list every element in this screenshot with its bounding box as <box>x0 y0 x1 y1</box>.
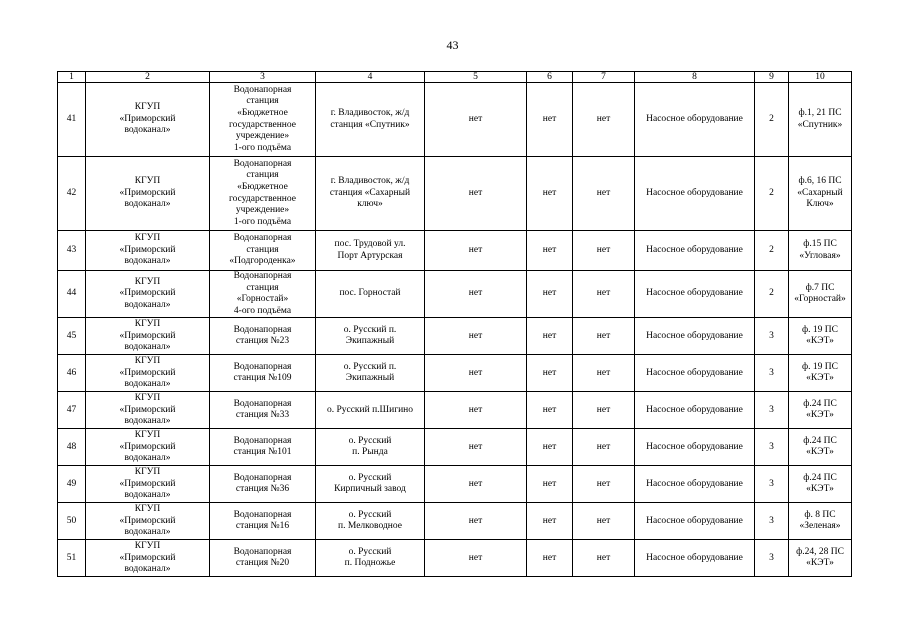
feeder-line: Ключ» <box>806 199 834 210</box>
column-7-cell: нет <box>573 231 635 271</box>
object-name-cell <box>210 271 316 318</box>
organization-line: КГУП <box>134 503 161 514</box>
organization-line: водоканал» <box>124 453 171 464</box>
feeder-line: «Горностай» <box>794 294 846 305</box>
column-5-cell: нет <box>425 392 527 429</box>
column-5-cell: нет <box>425 355 527 392</box>
column-header: 4 <box>316 72 425 83</box>
row-number-cell: 44 <box>58 271 86 318</box>
object-name-line: государственное <box>229 193 296 204</box>
feeder-line: «Угловая» <box>799 250 841 261</box>
table-row <box>58 429 852 466</box>
column-header: 5 <box>425 72 527 83</box>
object-name-line: станция №23 <box>235 336 290 347</box>
equipment-cell: Насосное оборудование <box>635 466 755 503</box>
organization-line: «Приморский <box>119 288 176 299</box>
object-name-cell <box>210 466 316 503</box>
address-line: Порт Артурская <box>337 250 403 261</box>
feeder-line: ф.24 ПС <box>803 472 837 483</box>
address-cell <box>316 355 425 392</box>
organization-cell <box>86 540 210 577</box>
column-header: 3 <box>210 72 316 83</box>
object-name-line: станция №101 <box>233 447 292 458</box>
feeder-line: ф. 19 ПС <box>802 361 838 372</box>
object-name-line: Водонапорная <box>233 398 292 409</box>
row-number-cell: 41 <box>58 83 86 157</box>
organization-cell <box>86 503 210 540</box>
object-name-line: государственное <box>229 119 296 130</box>
equipment-cell: Насосное оборудование <box>635 318 755 355</box>
organization-line: «Приморский <box>119 187 176 198</box>
table-row <box>58 392 852 429</box>
object-name-line: «Бюджетное <box>237 107 288 118</box>
row-number-cell: 49 <box>58 466 86 503</box>
organization-line: «Приморский <box>119 244 176 255</box>
column-6-cell: нет <box>527 392 573 429</box>
column-header: 1 <box>58 72 86 83</box>
feeder-line: «КЭТ» <box>806 336 834 347</box>
table-row <box>58 231 852 271</box>
address-line: о. Русский п. <box>343 324 397 335</box>
equipment-cell: Насосное оборудование <box>635 540 755 577</box>
organization-line: водоканал» <box>124 342 171 353</box>
organization-cell <box>86 83 210 157</box>
object-name-line: станция №33 <box>235 410 290 421</box>
object-name-line: Водонапорная <box>233 324 292 335</box>
row-number-cell: 48 <box>58 429 86 466</box>
column-header: 2 <box>86 72 210 83</box>
object-name-cell <box>210 540 316 577</box>
table-body <box>58 83 852 577</box>
column-6-cell: нет <box>527 271 573 318</box>
column-5-cell: нет <box>425 540 527 577</box>
object-name-line: «Подгороденка» <box>229 256 296 267</box>
object-name-cell <box>210 318 316 355</box>
feeder-line: ф.1, 21 ПС <box>798 107 842 118</box>
table-row <box>58 157 852 231</box>
feeder-cell <box>789 466 852 503</box>
address-cell <box>316 318 425 355</box>
object-name-line: станция №16 <box>235 521 290 532</box>
organization-line: водоканал» <box>124 256 171 267</box>
object-name-line: станция №20 <box>235 558 290 569</box>
object-name-line: станция №36 <box>235 484 290 495</box>
organization-line: водоканал» <box>124 379 171 390</box>
organization-line: водоканал» <box>124 199 171 210</box>
object-name-cell <box>210 355 316 392</box>
column-7-cell: нет <box>573 157 635 231</box>
organization-cell <box>86 355 210 392</box>
table-row <box>58 318 852 355</box>
category-cell: 2 <box>755 157 789 231</box>
feeder-line: «Сахарный <box>797 187 843 198</box>
equipment-cell: Насосное оборудование <box>635 83 755 157</box>
object-name-line: «Горностай» <box>236 294 289 305</box>
organization-cell <box>86 271 210 318</box>
organization-cell <box>86 318 210 355</box>
address-line: о. Русский п.Шигино <box>326 404 414 415</box>
column-6-cell: нет <box>527 318 573 355</box>
organization-line: КГУП <box>134 429 161 440</box>
address-line: ключ» <box>357 199 383 210</box>
object-name-cell <box>210 231 316 271</box>
column-6-cell: нет <box>527 540 573 577</box>
object-name-line: Водонапорная <box>233 158 292 169</box>
feeder-cell <box>789 83 852 157</box>
feeder-line: «КЭТ» <box>806 447 834 458</box>
address-cell <box>316 231 425 271</box>
organization-line: КГУП <box>134 540 161 551</box>
table-row <box>58 83 852 157</box>
feeder-line: «КЭТ» <box>806 373 834 384</box>
address-cell <box>316 503 425 540</box>
organization-line: КГУП <box>134 466 161 477</box>
header-row <box>58 72 852 83</box>
row-number-cell: 47 <box>58 392 86 429</box>
column-7-cell: нет <box>573 503 635 540</box>
column-header: 10 <box>789 72 852 83</box>
organization-line: «Приморский <box>119 441 176 452</box>
feeder-line: «Спутник» <box>797 119 843 130</box>
organization-cell <box>86 429 210 466</box>
object-name-line: станция <box>246 282 279 293</box>
column-7-cell: нет <box>573 355 635 392</box>
column-header: 9 <box>755 72 789 83</box>
address-cell <box>316 540 425 577</box>
category-cell: 3 <box>755 429 789 466</box>
feeder-cell <box>789 392 852 429</box>
object-name-cell <box>210 429 316 466</box>
address-cell <box>316 83 425 157</box>
address-line: Кирпичный завод <box>334 484 406 495</box>
feeder-cell <box>789 318 852 355</box>
feeder-line: ф.24 ПС <box>803 398 837 409</box>
category-cell: 3 <box>755 466 789 503</box>
address-line: Экипажный <box>345 373 395 384</box>
feeder-line: «КЭТ» <box>806 558 834 569</box>
category-cell: 3 <box>755 318 789 355</box>
feeder-cell <box>789 157 852 231</box>
address-line: о. Русский <box>348 435 392 446</box>
address-line: пос. Горностай <box>339 288 401 299</box>
organization-line: «Приморский <box>119 330 176 341</box>
address-line: о. Русский <box>348 509 392 520</box>
feeder-cell <box>789 231 852 271</box>
feeder-cell <box>789 271 852 318</box>
feeder-line: ф.15 ПС <box>803 238 837 249</box>
address-line: о. Русский <box>348 472 392 483</box>
object-name-cell <box>210 157 316 231</box>
organization-line: КГУП <box>134 355 161 366</box>
object-name-line: Водонапорная <box>233 509 292 520</box>
feeder-cell <box>789 355 852 392</box>
object-name-line: Водонапорная <box>233 435 292 446</box>
address-line: п. Рында <box>352 447 388 458</box>
category-cell: 3 <box>755 540 789 577</box>
organization-cell <box>86 231 210 271</box>
organization-line: водоканал» <box>124 490 171 501</box>
feeder-line: ф.7 ПС <box>805 282 835 293</box>
category-cell: 3 <box>755 503 789 540</box>
column-5-cell: нет <box>425 271 527 318</box>
object-name-line: 4-ого подъёма <box>233 305 292 316</box>
column-7-cell: нет <box>573 466 635 503</box>
column-7-cell: нет <box>573 540 635 577</box>
column-6-cell: нет <box>527 157 573 231</box>
object-name-line: учреждение» <box>235 131 290 142</box>
category-cell: 2 <box>755 271 789 318</box>
feeder-line: «КЭТ» <box>806 484 834 495</box>
organization-cell <box>86 157 210 231</box>
equipment-cell: Насосное оборудование <box>635 355 755 392</box>
column-7-cell: нет <box>573 318 635 355</box>
feeder-line: «Зеленая» <box>799 521 841 532</box>
address-cell <box>316 157 425 231</box>
row-number-cell: 50 <box>58 503 86 540</box>
address-line: п. Подножье <box>344 558 396 569</box>
category-cell: 3 <box>755 392 789 429</box>
row-number-cell: 45 <box>58 318 86 355</box>
column-6-cell: нет <box>527 466 573 503</box>
object-name-line: станция <box>246 244 279 255</box>
address-cell <box>316 429 425 466</box>
organization-line: КГУП <box>134 102 161 113</box>
object-name-line: учреждение» <box>235 205 290 216</box>
column-7-cell: нет <box>573 83 635 157</box>
feeder-line: «КЭТ» <box>806 410 834 421</box>
object-name-cell <box>210 392 316 429</box>
organization-line: КГУП <box>134 233 161 244</box>
object-name-cell <box>210 83 316 157</box>
column-5-cell: нет <box>425 466 527 503</box>
organization-cell <box>86 392 210 429</box>
column-header: 6 <box>527 72 573 83</box>
object-name-line: Водонапорная <box>233 271 292 281</box>
address-cell <box>316 392 425 429</box>
column-6-cell: нет <box>527 429 573 466</box>
object-name-line: станция <box>246 170 279 181</box>
column-header: 8 <box>635 72 755 83</box>
organization-line: водоканал» <box>124 416 171 427</box>
category-cell: 3 <box>755 355 789 392</box>
page-number: 43 <box>446 38 459 52</box>
column-5-cell: нет <box>425 429 527 466</box>
address-cell <box>316 466 425 503</box>
object-name-line: Водонапорная <box>233 361 292 372</box>
address-line: пос. Трудовой ул. <box>334 238 406 249</box>
object-name-line: Водонапорная <box>233 233 292 244</box>
feeder-cell <box>789 540 852 577</box>
table-row <box>58 271 852 318</box>
category-cell: 2 <box>755 231 789 271</box>
address-line: п. Мелководное <box>338 521 402 532</box>
column-header: 7 <box>573 72 635 83</box>
row-number-cell: 42 <box>58 157 86 231</box>
organization-line: КГУП <box>134 276 161 287</box>
organization-line: «Приморский <box>119 404 176 415</box>
equipment-cell: Насосное оборудование <box>635 429 755 466</box>
address-line: г. Владивосток, ж/д <box>330 107 410 118</box>
column-6-cell: нет <box>527 231 573 271</box>
feeder-line: ф. 19 ПС <box>802 324 838 335</box>
object-name-line: Водонапорная <box>233 472 292 483</box>
organization-cell <box>86 466 210 503</box>
equipment-cell: Насосное оборудование <box>635 503 755 540</box>
object-name-line: 1-ого подъёма <box>233 142 292 153</box>
table-row <box>58 540 852 577</box>
organization-line: водоканал» <box>124 527 171 538</box>
object-name-line: Водонапорная <box>233 84 292 95</box>
object-name-line: «Бюджетное <box>237 181 288 192</box>
organization-line: «Приморский <box>119 113 176 124</box>
column-6-cell: нет <box>527 355 573 392</box>
equipment-cell: Насосное оборудование <box>635 157 755 231</box>
row-number-cell: 51 <box>58 540 86 577</box>
registry-table <box>57 71 852 577</box>
address-line: Экипажный <box>345 336 395 347</box>
table-row <box>58 503 852 540</box>
object-name-line: станция №109 <box>233 373 292 384</box>
object-name-line: 1-ого подъёма <box>233 216 292 227</box>
organization-line: «Приморский <box>119 478 176 489</box>
organization-line: КГУП <box>134 392 161 403</box>
column-5-cell: нет <box>425 83 527 157</box>
organization-line: «Приморский <box>119 552 176 563</box>
address-line: г. Владивосток, ж/д <box>330 176 410 187</box>
row-number-cell: 43 <box>58 231 86 271</box>
organization-line: водоканал» <box>124 125 171 136</box>
address-line: о. Русский п. <box>343 361 397 372</box>
organization-line: «Приморский <box>119 367 176 378</box>
feeder-line: ф. 8 ПС <box>804 509 836 520</box>
address-line: о. Русский <box>348 546 392 557</box>
address-line: станция «Сахарный <box>329 187 411 198</box>
column-6-cell: нет <box>527 83 573 157</box>
column-7-cell: нет <box>573 429 635 466</box>
feeder-line: ф.24, 28 ПС <box>796 546 844 557</box>
column-5-cell: нет <box>425 157 527 231</box>
column-5-cell: нет <box>425 318 527 355</box>
organization-line: водоканал» <box>124 299 171 310</box>
column-7-cell: нет <box>573 271 635 318</box>
object-name-line: станция <box>246 96 279 107</box>
address-line: станция «Спутник» <box>330 119 410 130</box>
equipment-cell: Насосное оборудование <box>635 271 755 318</box>
organization-line: КГУП <box>134 176 161 187</box>
column-7-cell: нет <box>573 392 635 429</box>
organization-line: водоканал» <box>124 564 171 575</box>
feeder-line: ф.24 ПС <box>803 435 837 446</box>
address-cell <box>316 271 425 318</box>
table-row <box>58 466 852 503</box>
category-cell: 2 <box>755 83 789 157</box>
feeder-cell <box>789 503 852 540</box>
equipment-cell: Насосное оборудование <box>635 392 755 429</box>
equipment-cell: Насосное оборудование <box>635 231 755 271</box>
table-row <box>58 355 852 392</box>
feeder-cell <box>789 429 852 466</box>
object-name-line: Водонапорная <box>233 546 292 557</box>
object-name-cell <box>210 503 316 540</box>
feeder-line: ф.6, 16 ПС <box>798 176 842 187</box>
organization-line: КГУП <box>134 318 161 329</box>
column-5-cell: нет <box>425 503 527 540</box>
column-5-cell: нет <box>425 231 527 271</box>
column-6-cell: нет <box>527 503 573 540</box>
organization-line: «Приморский <box>119 515 176 526</box>
row-number-cell: 46 <box>58 355 86 392</box>
